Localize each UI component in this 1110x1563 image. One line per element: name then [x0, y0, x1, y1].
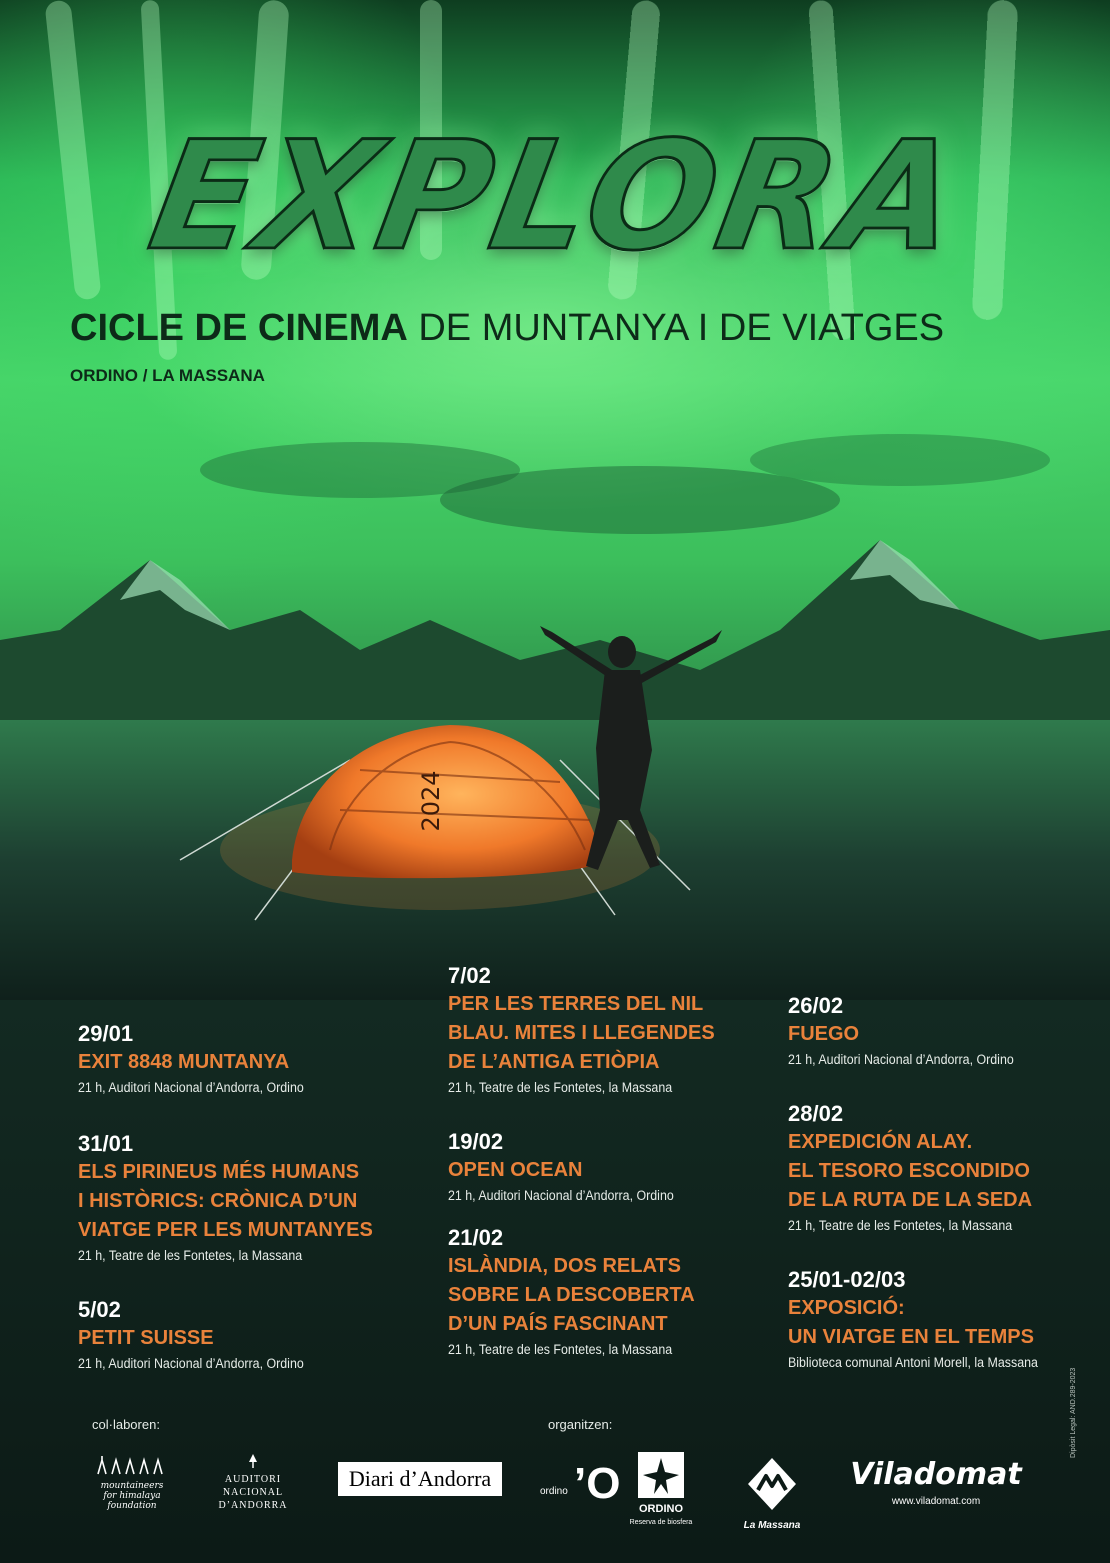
- poster-subtitle: [70, 302, 1050, 354]
- event-item: [78, 1130, 418, 1267]
- subtitle-strong: CICLE DE CINEMA: [70, 307, 408, 349]
- event-venue: 21 h, Teatre de les Fontetes, la Massana: [788, 1218, 1013, 1233]
- ordino-biosfera-logo: [628, 1450, 694, 1530]
- event-venue: Biblioteca comunal Antoni Morell, la Massana: [788, 1355, 1038, 1370]
- event-item: [788, 1266, 1078, 1374]
- event-date: 31/01: [78, 1131, 134, 1156]
- massana-name: La Massana: [744, 1520, 800, 1531]
- ordino-name: ORDINO: [639, 1503, 683, 1515]
- ordino-tagline: Reserva de biosfera: [629, 1519, 693, 1526]
- event-item: [78, 1296, 418, 1375]
- auditori-nacional-logo: [218, 1450, 288, 1520]
- poster-title: EXPLORA: [138, 110, 976, 284]
- event-venue: 21 h, Auditori Nacional d’Andorra, Ordino: [78, 1356, 304, 1371]
- event-item: [788, 992, 1078, 1071]
- mfh-line2: for himalaya: [103, 1491, 161, 1501]
- auditori-line3: D’ANDORRA: [218, 1500, 288, 1511]
- organizers-label: organitzen:: [548, 1417, 613, 1432]
- mountaineers-for-himalaya-logo: [92, 1454, 172, 1514]
- event-date: 26/02: [788, 993, 844, 1018]
- event-title: PER LES TERRES DEL NIL BLAU. MITES I LLEGENDES DE L’ANTIGA ETIÒPIA: [448, 993, 715, 1073]
- ordino-small-text: ordino: [540, 1486, 568, 1497]
- event-venue: 21 h, Teatre de les Fontetes, la Massana: [448, 1342, 673, 1357]
- event-item: [78, 1020, 418, 1099]
- viladomat-url: www.viladomat.com: [891, 1496, 981, 1507]
- event-venue: 21 h, Auditori Nacional d’Andorra, Ordino: [788, 1052, 1014, 1067]
- event-item: [448, 1224, 778, 1361]
- auditori-line2: NACIONAL: [222, 1487, 284, 1498]
- event-title: ELS PIRINEUS MÉS HUMANS I HISTÒRICS: CRÒNICA D’UN VIATGE PER LES MUNTANYES: [78, 1161, 373, 1241]
- event-title: PETIT SUISSE: [78, 1327, 214, 1349]
- event-title: FUEGO: [788, 1023, 860, 1045]
- event-date: 25/01-02/03: [788, 1267, 906, 1292]
- auditori-line1: AUDITORI: [224, 1474, 282, 1485]
- event-title: OPEN OCEAN: [448, 1159, 583, 1181]
- title-block: [0, 112, 1110, 292]
- collaborators-label: col·laboren:: [92, 1417, 160, 1432]
- event-item: [788, 1100, 1078, 1237]
- tent-year: 2024: [417, 770, 445, 832]
- event-venue: 21 h, Teatre de les Fontetes, la Massana: [448, 1080, 673, 1095]
- event-venue: 21 h, Auditori Nacional d’Andorra, Ordino: [448, 1188, 674, 1203]
- event-venue: 21 h, Auditori Nacional d’Andorra, Ordino: [78, 1080, 304, 1095]
- ordino-mark: ’O: [574, 1459, 621, 1508]
- event-date: 29/01: [78, 1021, 134, 1046]
- ordino-o-logo: [540, 1454, 622, 1508]
- landscape-illustration: [0, 520, 1110, 1000]
- viladomat-name: Viladomat: [850, 1457, 1022, 1492]
- event-item: [448, 1128, 778, 1207]
- event-title: EXIT 8848 MUNTANYA: [78, 1051, 290, 1073]
- sponsors-footer: [0, 1410, 1110, 1563]
- la-massana-logo: [744, 1454, 800, 1532]
- event-date: 19/02: [448, 1129, 504, 1154]
- subtitle-light: DE MUNTANYA I DE VIATGES: [418, 307, 945, 349]
- event-date: 21/02: [448, 1225, 504, 1250]
- event-date: 7/02: [448, 963, 491, 988]
- event-date: 5/02: [78, 1297, 121, 1322]
- mfh-line1: mountaineers: [100, 1481, 164, 1491]
- event-title: EXPEDICIÓN ALAY. EL TESORO ESCONDIDO DE LA RUTA DE LA SEDA: [788, 1131, 1033, 1211]
- mfh-line3: foundation: [107, 1501, 157, 1511]
- diari-andorra-logo: Diari d’Andorra: [338, 1462, 502, 1496]
- event-item: [448, 962, 778, 1099]
- event-date: 28/02: [788, 1101, 844, 1126]
- event-venue: 21 h, Teatre de les Fontetes, la Massana: [78, 1248, 303, 1263]
- viladomat-logo: [846, 1448, 1026, 1518]
- poster-location: ORDINO / LA MASSANA: [70, 366, 265, 385]
- legal-deposit: Dipòsit Legal: AND.289-2023: [1070, 1367, 1077, 1458]
- event-title: EXPOSICIÓ: UN VIATGE EN EL TEMPS: [788, 1297, 1034, 1348]
- event-title: ISLÀNDIA, DOS RELATS SOBRE LA DESCOBERTA D’UN PAÍS FASCINANT: [448, 1255, 695, 1335]
- film-program: [0, 960, 1110, 1400]
